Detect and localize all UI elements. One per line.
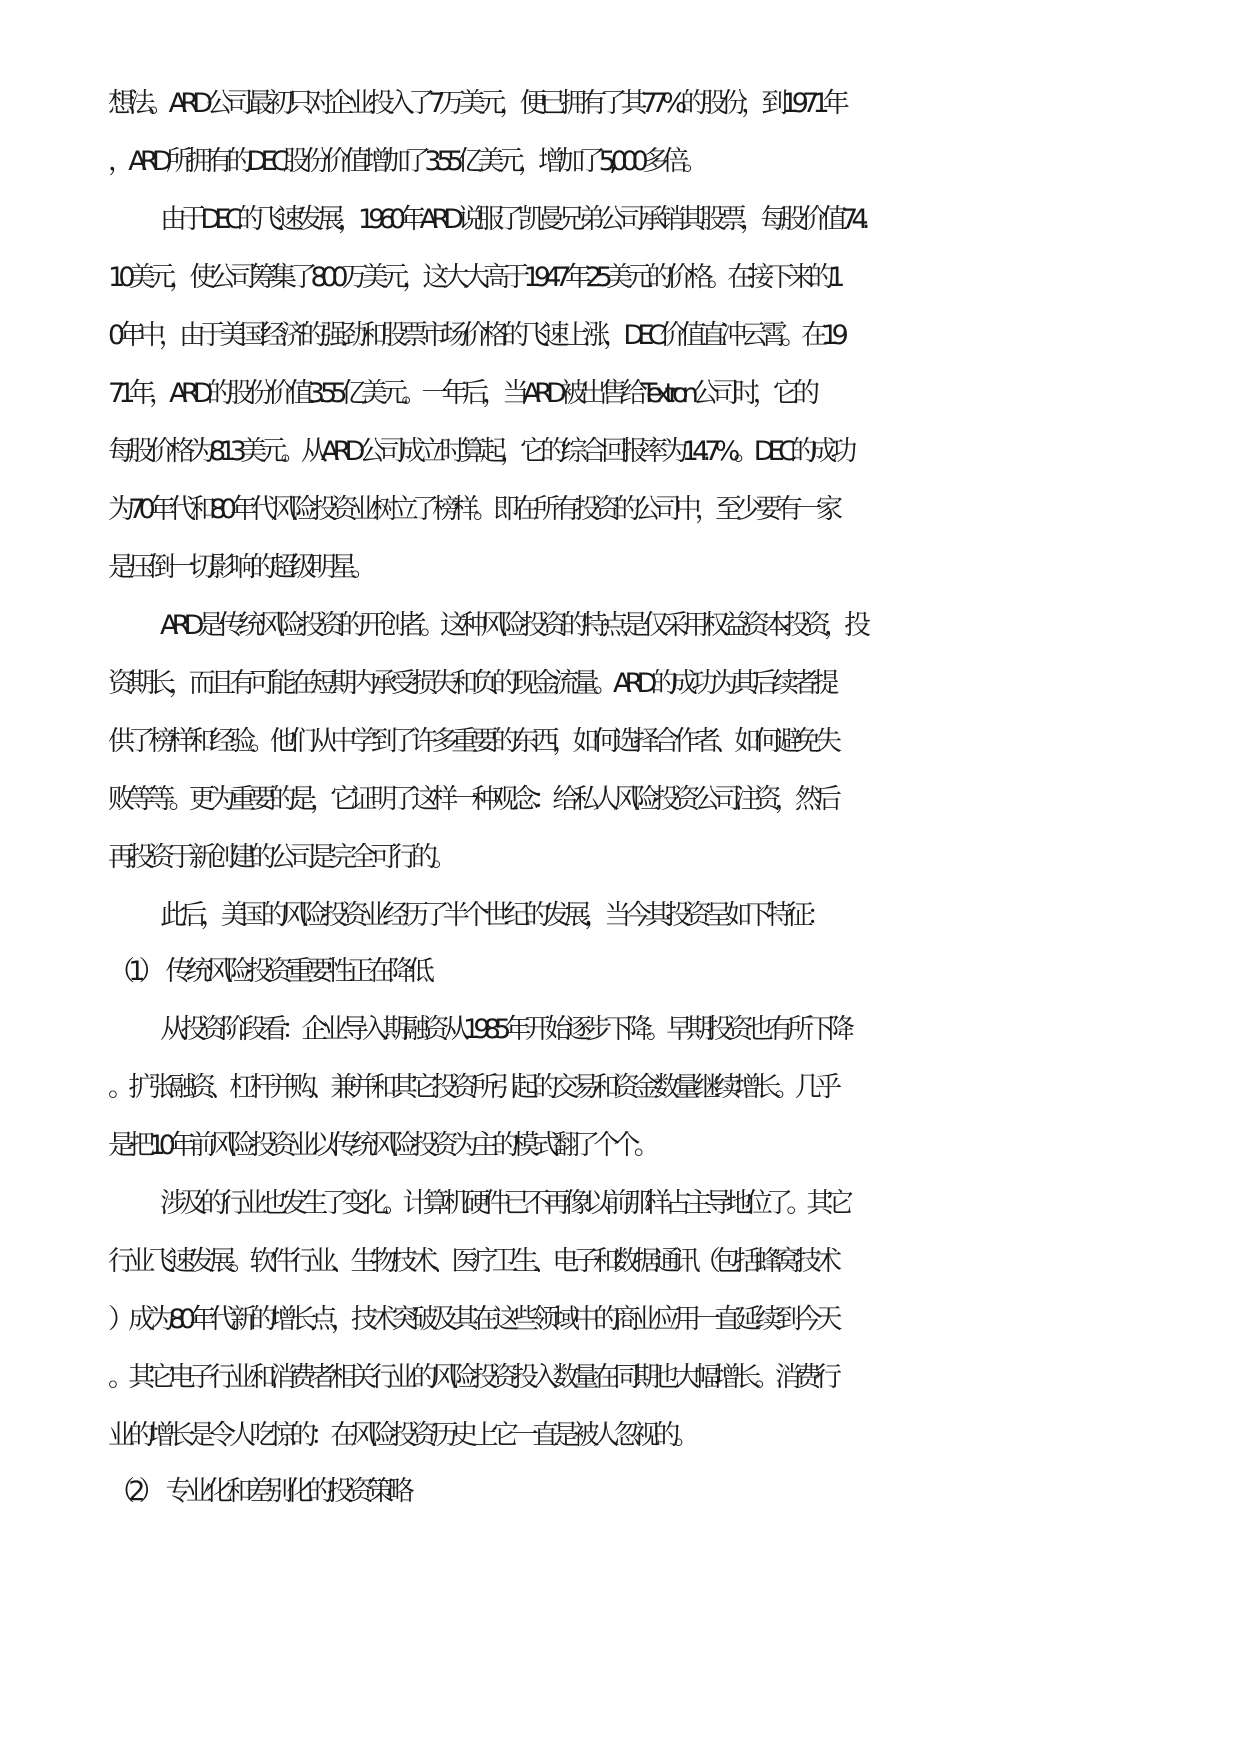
text-line: 败等等。更为重要的是，它证明了这样一种观念：给私人风险投资公司注资，然后 [108,784,836,815]
text-line: 行业飞速发展。软件行业、生物技术、医疗卫生、电子和数据通讯（包括蜂窝技术 [108,1246,836,1277]
text-line: 资期长，而且有可能在短期内承受损失和负的现金流量。ARD的成功为其后续者提 [108,668,833,699]
text-line: 业的增长是令人吃惊的：在风险投资历史上它一直是被人忽视的。 [108,1420,694,1451]
section-heading: （2） 专业化和差别化的投资策略 [108,1476,408,1507]
text-line: 71年，ARD的股份价值3.55亿美元。一年后，当ARD被出售给Textron公司时，它的 [108,378,814,409]
text-line: 再投资于新创建的公司是完全可行的。 [108,842,452,873]
text-line: 涉及的行业也发生了变化。计算机硬件已不再像以前那样占主导地位了。其它 [160,1188,847,1219]
text-line: 想法。ARD公司最初只对企业投入了7万美元，便已拥有了其77%的股份，到1971年 [108,88,844,119]
text-line: ，ARD所拥有的DEC股份价值增加了3.55亿美元，增加了5,000多倍。 [108,146,703,177]
text-line: 0年中，由于美国经济的强劲和股票市场价格的飞速上涨，DEC价值直冲云霄。在19 [108,320,843,351]
text-line: ARD是传统风险投资的开创者。这种风险投资的特点是仅采用权益资本投资，投 [160,610,865,641]
text-line: 供了榜样和经验。他们从中学到了许多重要的东西，如何选择合作者、如何避免失 [108,726,836,757]
text-line: ）成为80年代新的增长点，技术突破及其在这些领域中的商业应用一直延续到今天 [108,1304,836,1335]
section-heading: （1） 传统风险投资重要性正在降低 [108,956,429,987]
text-line: 从投资阶段看：企业导入期融资从1985年开始逐步下降。早期投资也有所下降 [160,1014,848,1045]
text-line: 是把10年前风险投资业以传统风险投资为主的模式翻了个个。 [108,1130,654,1161]
text-line: 由于DEC的飞速发展，1960年ARD说服了凯曼兄弟公司承销其股票，每股价值74. [160,204,864,235]
text-line: 此后，美国的风险投资业经历了半个世纪的发展，当今其投资呈如下特征： [160,900,827,931]
text-line: 是压倒一切影响的超级明星。 [108,552,371,583]
text-line: 每股价格为813美元。从ARD公司成立时算起，它的综合回报率为14.7%。DEC的成功 [108,436,851,467]
text-line: 10美元，使公司筹集了800万美元，这大大高于1947年25美元的价格。在接下来的1 [108,262,839,293]
text-line: 为70年代和80年代风险投资业树立了榜样。即在所有投资的公司中，至少要有一家 [108,494,837,525]
text-line: 。其它电子行业和消费者相关行业的风险投资投入数量在同期也大幅增长。消费行 [108,1362,836,1393]
text-line: 。扩张融资、杠杆并购、兼并和其它投资所引起的交易和资金数量继续增长。几乎 [108,1072,836,1103]
